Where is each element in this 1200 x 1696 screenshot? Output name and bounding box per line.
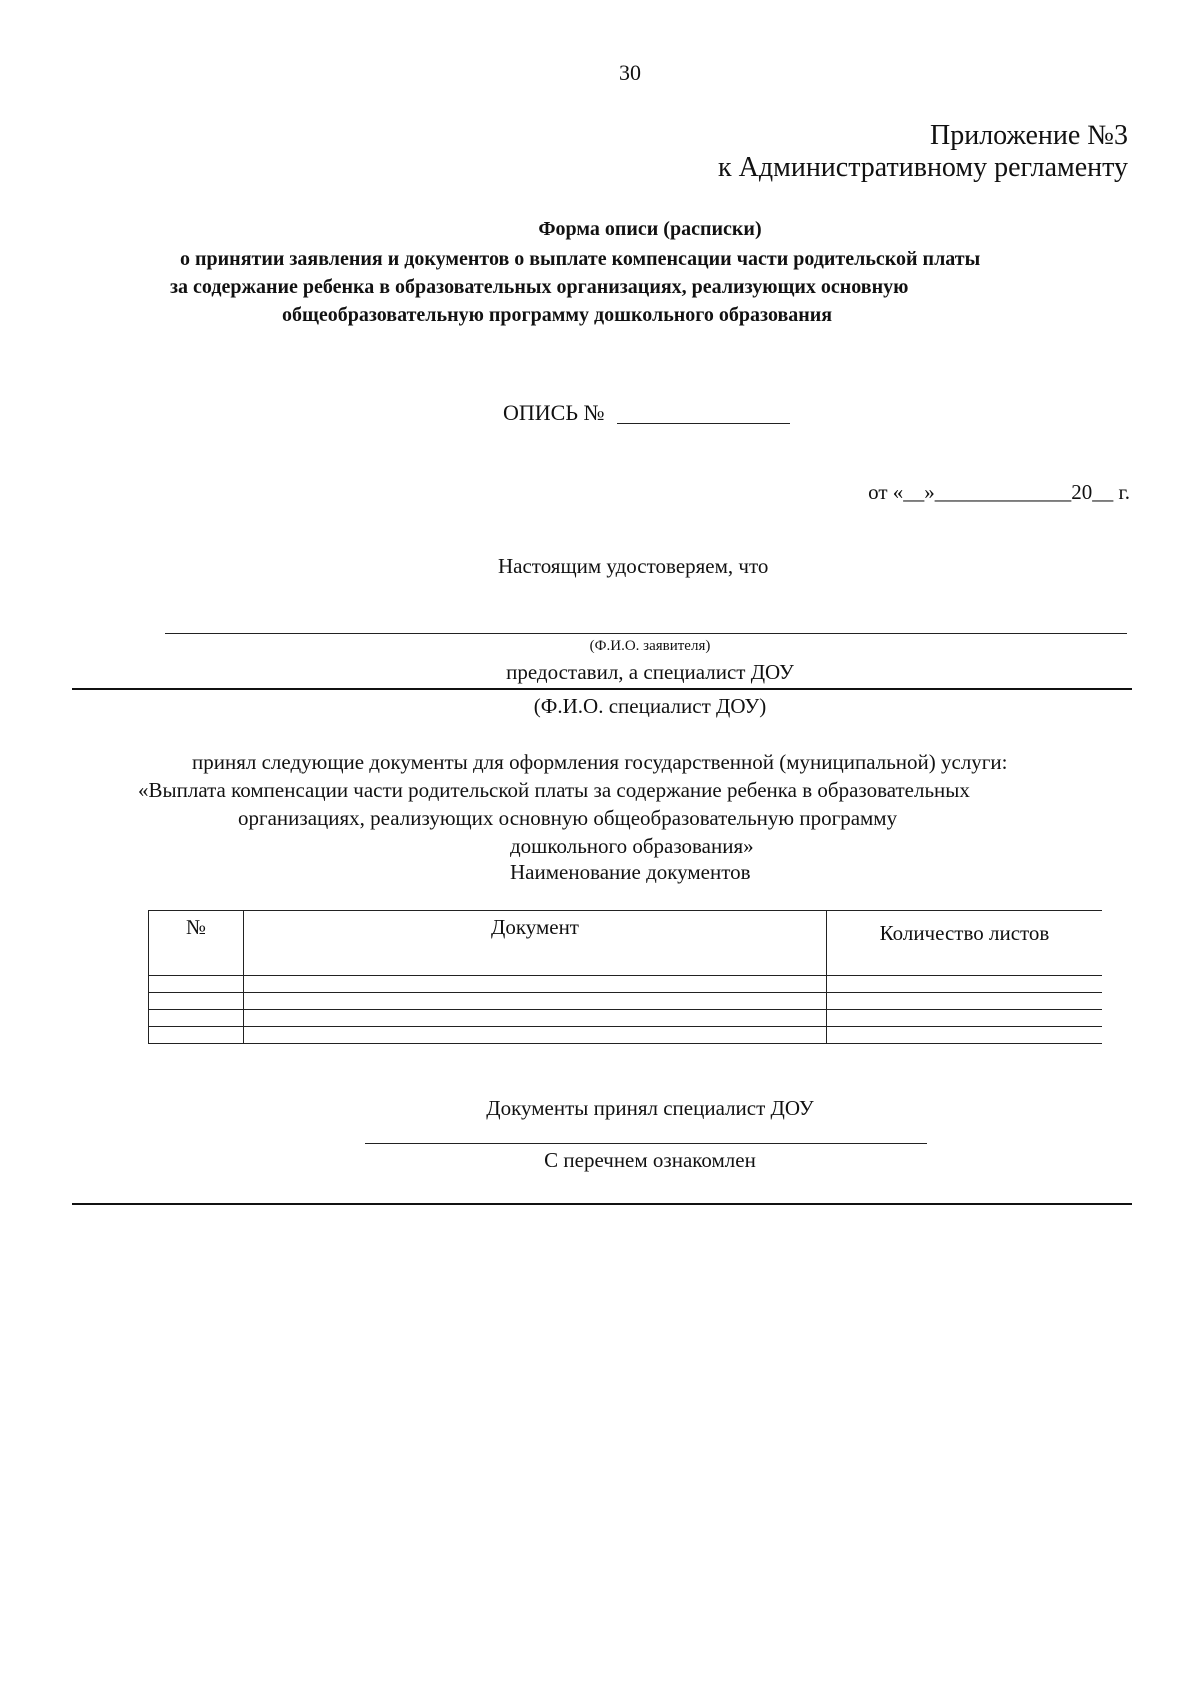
specialist-caption: (Ф.И.О. специалист ДОУ)	[533, 694, 767, 718]
documents-heading: Наименование документов	[510, 860, 751, 884]
accepted-by-signature-field[interactable]	[365, 1143, 927, 1144]
accepted-by-text: Документы принял специалист ДОУ	[486, 1096, 814, 1120]
acquainted-signature-field[interactable]	[72, 1203, 1132, 1205]
form-title-line: о принятии заявления и документов о выплате компенсации части родительской платы	[180, 248, 981, 270]
table-cell[interactable]	[827, 1010, 1103, 1027]
certify-text: Настоящим удостоверяем, что	[498, 554, 769, 578]
table-cell[interactable]	[244, 1010, 827, 1027]
specialist-name-field[interactable]	[72, 688, 1132, 690]
provided-text: предоставил, а специалист ДОУ	[506, 660, 794, 684]
documents-table	[148, 910, 1102, 1044]
opis-label: ОПИСЬ №	[503, 400, 605, 425]
table-cell[interactable]	[244, 993, 827, 1010]
column-header-number: №	[149, 911, 244, 976]
table-cell[interactable]	[149, 976, 244, 993]
table-row	[149, 1027, 1103, 1044]
table-row	[149, 993, 1103, 1010]
service-name-line: организациях, реализующих основную общеобразовательную программу	[238, 806, 898, 830]
service-name-line: «Выплата компенсации части родительской платы за содержание ребенка в образовательных	[138, 778, 970, 802]
date-field[interactable]: от «__»_____________20__ г.	[868, 480, 1130, 504]
column-header-document: Документ	[244, 911, 827, 976]
table-row	[149, 976, 1103, 993]
table-row	[149, 1010, 1103, 1027]
form-title-line: за содержание ребенка в образовательных организациях, реализующих основную	[170, 276, 909, 298]
column-header-sheet-count: Количество листов	[827, 911, 1103, 976]
page-number: 30	[619, 60, 641, 85]
table-cell[interactable]	[149, 993, 244, 1010]
table-cell[interactable]	[827, 1027, 1103, 1044]
table-cell[interactable]	[827, 976, 1103, 993]
service-name-line: дошкольного образования»	[510, 834, 754, 858]
appendix-subtitle: к Административному регламенту	[718, 152, 1128, 183]
form-title-line: общеобразовательную программу дошкольного образования	[282, 304, 833, 326]
table-cell[interactable]	[244, 1027, 827, 1044]
opis-number-field[interactable]	[617, 423, 790, 424]
accepted-text: принял следующие документы для оформления государственной (муниципальной) услуги:	[192, 750, 1008, 774]
applicant-name-field[interactable]	[165, 633, 1127, 634]
table-cell[interactable]	[244, 976, 827, 993]
form-title-line: Форма описи (расписки)	[538, 218, 762, 240]
appendix-title: Приложение №3	[930, 120, 1128, 151]
applicant-caption: (Ф.И.О. заявителя)	[589, 638, 711, 654]
table-cell[interactable]	[149, 1027, 244, 1044]
table-cell[interactable]	[827, 993, 1103, 1010]
table-header-row	[149, 911, 1103, 976]
table-cell[interactable]	[149, 1010, 244, 1027]
acquainted-text: С перечнем ознакомлен	[544, 1148, 756, 1172]
